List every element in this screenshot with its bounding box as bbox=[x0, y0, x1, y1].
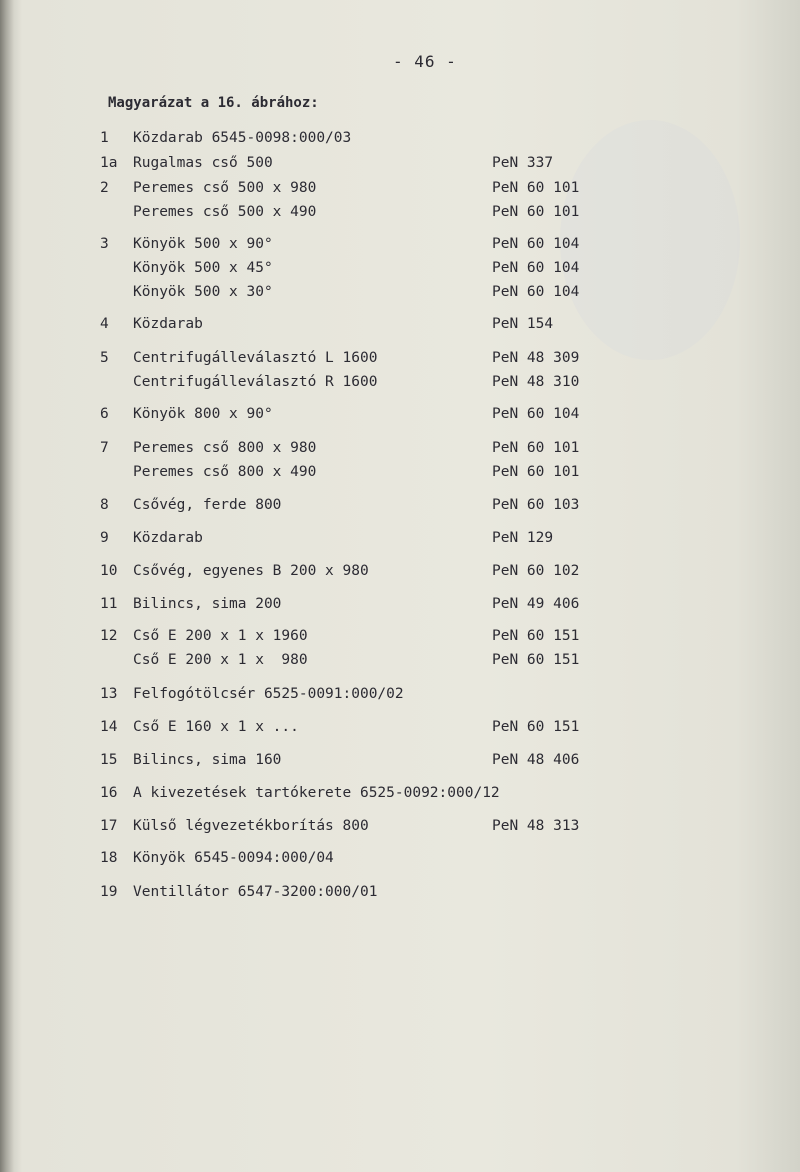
item-description: Bilincs, sima 160 bbox=[133, 752, 282, 768]
list-item bbox=[0, 497, 800, 519]
list-item bbox=[0, 155, 800, 177]
item-number: 11 bbox=[100, 596, 118, 612]
item-standard: PeN 60 101 bbox=[492, 204, 580, 220]
list-item bbox=[0, 530, 800, 552]
item-description: Külső légvezetékborítás 800 bbox=[133, 818, 369, 834]
list-item bbox=[0, 204, 800, 226]
item-standard: PeN 49 406 bbox=[492, 596, 580, 612]
list-item bbox=[0, 785, 800, 807]
list-item bbox=[0, 374, 800, 396]
item-standard: PeN 60 151 bbox=[492, 652, 580, 668]
item-number: 17 bbox=[100, 818, 118, 834]
list-item bbox=[0, 752, 800, 774]
item-description: Könyök 500 x 90° bbox=[133, 236, 273, 252]
item-description: Könyök 6545-0094:000/04 bbox=[133, 850, 334, 866]
item-standard: PeN 60 102 bbox=[492, 563, 580, 579]
item-standard: PeN 154 bbox=[492, 316, 554, 332]
item-number: 5 bbox=[100, 350, 109, 366]
item-description: Könyök 500 x 30° bbox=[133, 284, 273, 300]
item-description: Centrifugálleválasztó R 1600 bbox=[133, 374, 378, 390]
item-standard: PeN 60 104 bbox=[492, 284, 580, 300]
item-standard: PeN 60 151 bbox=[492, 628, 580, 644]
item-number: 2 bbox=[100, 180, 109, 196]
item-description: Cső E 200 x 1 x 1960 bbox=[133, 628, 308, 644]
item-standard: PeN 60 104 bbox=[492, 406, 580, 422]
list-item bbox=[0, 818, 800, 840]
item-description: Cső E 160 x 1 x ... bbox=[133, 719, 299, 735]
item-number: 15 bbox=[100, 752, 118, 768]
item-standard: PeN 129 bbox=[492, 530, 554, 546]
item-description: A kivezetések tartókerete 6525-0092:000/12 bbox=[133, 785, 500, 801]
list-item bbox=[0, 406, 800, 428]
item-standard: PeN 60 151 bbox=[492, 719, 580, 735]
item-number: 16 bbox=[100, 785, 118, 801]
list-item bbox=[0, 180, 800, 202]
item-standard: PeN 48 406 bbox=[492, 752, 580, 768]
list-item bbox=[0, 628, 800, 650]
list-item bbox=[0, 652, 800, 674]
item-description: Közdarab bbox=[133, 530, 203, 546]
list-item bbox=[0, 440, 800, 462]
item-description: Cső E 200 x 1 x 980 bbox=[133, 652, 308, 668]
item-standard: PeN 60 101 bbox=[492, 464, 580, 480]
list-item bbox=[0, 596, 800, 618]
item-standard: PeN 60 101 bbox=[492, 440, 580, 456]
item-description: Peremes cső 800 x 490 bbox=[133, 464, 317, 480]
item-number: 6 bbox=[100, 406, 109, 422]
item-standard: PeN 48 313 bbox=[492, 818, 580, 834]
item-number: 14 bbox=[100, 719, 118, 735]
item-description: Rugalmas cső 500 bbox=[133, 155, 273, 171]
list-item bbox=[0, 260, 800, 282]
item-number: 10 bbox=[100, 563, 118, 579]
item-number: 8 bbox=[100, 497, 109, 513]
item-standard: PeN 60 104 bbox=[492, 236, 580, 252]
item-standard: PeN 60 103 bbox=[492, 497, 580, 513]
list-item bbox=[0, 686, 800, 708]
item-number: 1a bbox=[100, 155, 118, 171]
item-standard: PeN 48 310 bbox=[492, 374, 580, 390]
list-item bbox=[0, 316, 800, 338]
item-description: Peremes cső 500 x 980 bbox=[133, 180, 317, 196]
item-standard: PeN 60 104 bbox=[492, 260, 580, 276]
item-standard: PeN 60 101 bbox=[492, 180, 580, 196]
list-item bbox=[0, 130, 800, 152]
list-item bbox=[0, 464, 800, 486]
item-standard: PeN 337 bbox=[492, 155, 554, 171]
item-description: Peremes cső 500 x 490 bbox=[133, 204, 317, 220]
item-number: 1 bbox=[100, 130, 109, 146]
page-number: - 46 - bbox=[393, 52, 457, 71]
list-item bbox=[0, 719, 800, 741]
item-description: Ventillátor 6547-3200:000/01 bbox=[133, 884, 378, 900]
item-description: Közdarab bbox=[133, 316, 203, 332]
item-number: 9 bbox=[100, 530, 109, 546]
item-description: Csővég, ferde 800 bbox=[133, 497, 282, 513]
list-item bbox=[0, 850, 800, 872]
item-description: Könyök 800 x 90° bbox=[133, 406, 273, 422]
list-item bbox=[0, 350, 800, 372]
item-description: Felfogótölcsér 6525-0091:000/02 bbox=[133, 686, 404, 702]
item-number: 7 bbox=[100, 440, 109, 456]
list-item bbox=[0, 884, 800, 906]
item-number: 12 bbox=[100, 628, 118, 644]
item-number: 3 bbox=[100, 236, 109, 252]
caption-heading: Magyarázat a 16. ábrához: bbox=[108, 95, 319, 111]
item-description: Csővég, egyenes B 200 x 980 bbox=[133, 563, 369, 579]
item-description: Peremes cső 800 x 980 bbox=[133, 440, 317, 456]
item-description: Közdarab 6545-0098:000/03 bbox=[133, 130, 352, 146]
list-item bbox=[0, 563, 800, 585]
item-description: Könyök 500 x 45° bbox=[133, 260, 273, 276]
item-number: 4 bbox=[100, 316, 109, 332]
item-description: Bilincs, sima 200 bbox=[133, 596, 282, 612]
item-number: 19 bbox=[100, 884, 118, 900]
item-number: 13 bbox=[100, 686, 118, 702]
item-description: Centrifugálleválasztó L 1600 bbox=[133, 350, 378, 366]
item-standard: PeN 48 309 bbox=[492, 350, 580, 366]
item-number: 18 bbox=[100, 850, 118, 866]
list-item bbox=[0, 236, 800, 258]
list-item bbox=[0, 284, 800, 306]
